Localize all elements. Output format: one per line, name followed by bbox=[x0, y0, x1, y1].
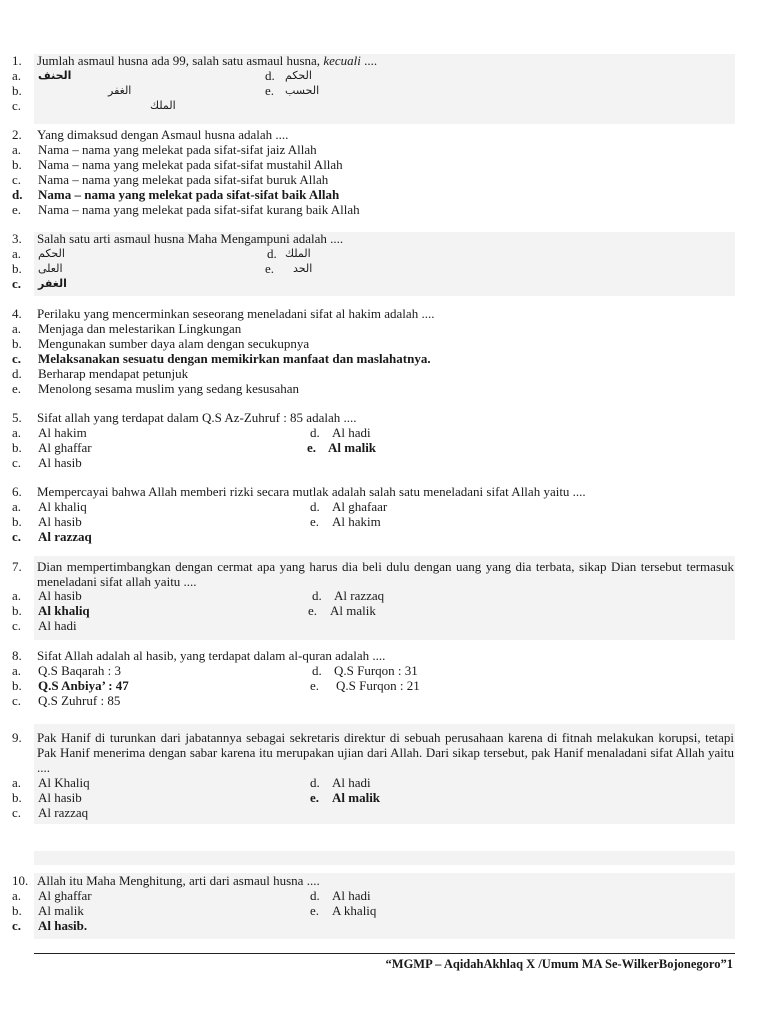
shade-band bbox=[34, 851, 735, 865]
page-footer: “MGMP – AqidahAkhlaq X /Umum MA Se-WilkerBojonegoro”1 bbox=[385, 957, 733, 971]
question-2: 2. Yang dimaksud dengan Asmaul husna adalah .... bbox=[12, 127, 289, 142]
question-3: 3. Salah satu arti asmaul husna Maha Mengampuni adalah .... bbox=[12, 231, 344, 246]
question-4: 4. Perilaku yang mencerminkan seseorang meneladani sifat al hakim adalah .... bbox=[12, 306, 435, 321]
footer-divider bbox=[34, 953, 735, 954]
question-10: 10. Allah itu Maha Menghitung, arti dari asmaul husna .... bbox=[12, 873, 320, 888]
question-text: Jumlah asmaul husna ada 99, salah satu asmaul husna, kecuali .... bbox=[37, 53, 378, 68]
question-9: 9. Pak Hanif di turunkan dari jabatannya sebagai sekretaris direktur di sebuah perusahaan karena di fitnah melakukan korupsi, tetapi Pak Hanif menerima dengan sabar karena itu merupakan ujian dari Allah. Dari sikap tersebut, pak Hanif menaladani sifat Allah yaitu .... bbox=[12, 730, 734, 776]
question-8: 8. Sifat Allah adalah al hasib, yang terdapat dalam al-quran adalah .... bbox=[12, 648, 386, 663]
question-6: 6. Mempercayai bahwa Allah memberi rizki secara mutlak adalah salah satu meneladani sifat Allah yaitu .... bbox=[12, 484, 586, 499]
question-7: 7. Dian mempertimbangkan dengan cermat apa yang harus dia beli dulu dengan uang yang dia terbata, sikap Dian tersebut termasuk meneladani sifat allah yaitu .... bbox=[12, 559, 734, 590]
question-5: 5. Sifat allah yang terdapat dalam Q.S Az-Zuhruf : 85 adalah .... bbox=[12, 410, 357, 425]
question-1 bbox=[12, 53, 734, 68]
question-number: 1. bbox=[12, 53, 22, 68]
